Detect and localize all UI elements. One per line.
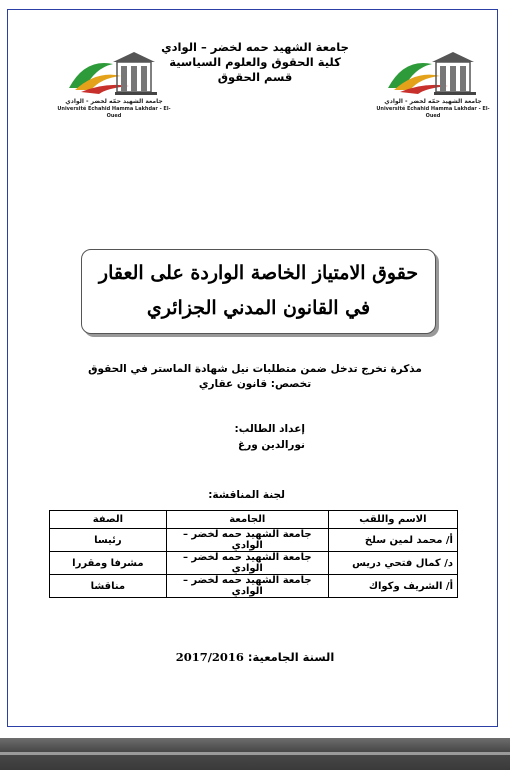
memo-purpose: مذكرة تخرج تدخل ضمن متطلبات نيل شهادة الماستر في الحقوق	[88, 363, 422, 375]
jury-member-name: أ/ محمد لمين سلخ	[328, 529, 457, 552]
university-logo-icon	[374, 48, 492, 98]
university-name: جامعة الشهيد حمه لخضر – الوادي	[161, 40, 349, 54]
jury-header-university: الجامعة	[166, 511, 328, 529]
jury-table-header	[50, 511, 458, 529]
jury-member-name: د/ كمال فتحي دريس	[328, 552, 457, 575]
department-name: قسم الحقوق	[217, 70, 293, 84]
university-logo-icon	[55, 48, 173, 98]
jury-member-university: جامعة الشهيد حمه لخضر – الوادي	[166, 552, 328, 575]
jury-table	[49, 510, 458, 598]
jury-member-role: مشرفا ومقررا	[50, 552, 167, 575]
logo-caption-arabic: جامعة الشهيد حمّه لخضر - الوادي	[65, 98, 163, 105]
jury-member-university: جامعة الشهيد حمه لخضر – الوادي	[166, 575, 328, 598]
logo-caption-arabic: جامعة الشهيد حمّه لخضر - الوادي	[384, 98, 482, 105]
jury-header-role: الصفة	[50, 511, 167, 529]
memo-description	[0, 362, 510, 392]
university-logo-left	[55, 48, 173, 120]
student-name: نورالدين ورغ	[238, 439, 305, 451]
specialty: تخصص: قانون عقاري	[198, 378, 312, 390]
viewer-bottom-bar	[0, 738, 510, 770]
academic-year	[0, 650, 510, 664]
jury-member-role: مناقشا	[50, 575, 167, 598]
jury-member-role: رئيسا	[50, 529, 167, 552]
thesis-title-line2: في القانون المدني الجزائري	[146, 297, 371, 319]
thesis-title-box	[81, 249, 436, 334]
university-logo-right	[374, 48, 492, 120]
academic-year-value: 2017/2016	[175, 650, 244, 664]
jury-member-university: جامعة الشهيد حمه لخضر – الوادي	[166, 529, 328, 552]
table-row	[50, 529, 458, 552]
prepared-by	[235, 421, 305, 453]
logo-caption-latin: Université Echahid Hamma Lakhdar - El-Oued	[57, 106, 171, 119]
logo-caption-latin: Université Echahid Hamma Lakhdar - El-Oued	[376, 106, 490, 119]
academic-year-label: السنة الجامعية:	[247, 650, 335, 664]
thesis-title-line1: حقوق الامتياز الخاصة الواردة على العقار	[98, 262, 419, 284]
jury-header-name: الاسم واللقب	[328, 511, 457, 529]
jury-label: لجنة المناقشة:	[208, 489, 285, 501]
faculty-name: كلية الحقوق والعلوم السياسية	[169, 55, 341, 69]
table-row	[50, 575, 458, 598]
jury-member-name: أ/ الشريف وكواك	[328, 575, 457, 598]
table-row	[50, 552, 458, 575]
prepared-by-label: إعداد الطالب:	[234, 423, 305, 435]
